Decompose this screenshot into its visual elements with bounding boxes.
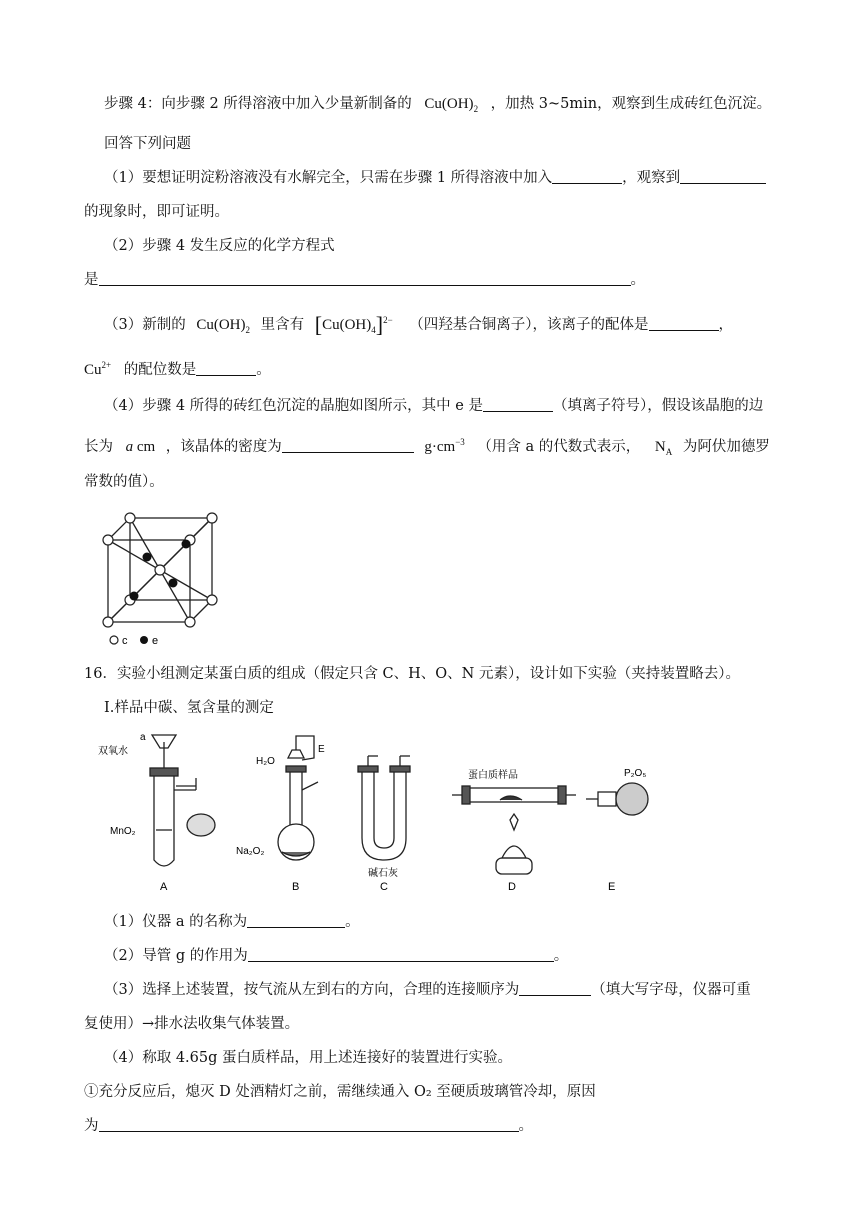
q4-text-f: 为阿伏加德罗 — [682, 439, 770, 455]
app-E-letter: E — [608, 881, 616, 893]
q3-text-d: ， — [718, 317, 733, 333]
app-A-mno2: MnO₂ — [110, 826, 136, 837]
q4-avogadro: $N_A$ — [654, 439, 673, 457]
q4-blank-2[interactable] — [282, 438, 414, 453]
legend-e-marker — [140, 636, 148, 644]
q3-text-a: （3）新制的 — [104, 317, 186, 333]
e-atom — [169, 579, 178, 588]
q3-cu-oh2: $Cu(OH)_2$ — [196, 317, 251, 335]
q4-text-a: （4）步骤 4 所得的砖红色沉淀的晶胞如图所示，其中 e 是 — [104, 398, 483, 414]
q4-text-b: （填离子符号），假设该晶胞的边 — [552, 398, 764, 414]
p3-line2: 复使用）→排水法收集气体装置。 — [84, 1016, 300, 1032]
q4-text-e: （用含 a 的代数式表示， — [477, 439, 641, 455]
crystal-cell-figure — [98, 508, 228, 648]
p4-line: （4）称取 4.65g 蛋白质样品，用上述连接好的装置进行实验。 — [104, 1050, 513, 1066]
legend-e-label: e — [152, 635, 159, 647]
c-atom — [207, 595, 217, 605]
app-E-label: P₂O₅ — [624, 768, 647, 779]
p1-text-b: 。 — [345, 914, 360, 930]
q1-blank-2[interactable] — [680, 169, 766, 184]
legend-c-label: c — [122, 635, 128, 647]
c-atom — [207, 513, 217, 523]
q4-text-c: 长为 — [84, 439, 113, 455]
q1-text-b: ，观察到 — [622, 170, 681, 186]
app-C-label: 碱石灰 — [368, 868, 398, 879]
q3-cu2plus: $Cu^{2+}$ — [84, 360, 112, 378]
p2-text-b: 。 — [553, 948, 569, 964]
e-atom — [182, 540, 191, 549]
q1-blank-1[interactable] — [552, 169, 622, 184]
app-B-letter: B — [292, 881, 300, 893]
p5-text-c: 。 — [518, 1118, 533, 1134]
p5-text-b: 为 — [84, 1118, 99, 1134]
p3-text-a: （3）选择上述装置，按气流从左到右的方向，合理的连接顺序为 — [104, 982, 520, 998]
app-A-letter: A — [160, 881, 168, 893]
q4-line3: 常数的值）。 — [84, 474, 164, 490]
app-D-letter: D — [508, 881, 516, 893]
q3-text-e: 的配位数是 — [123, 362, 197, 378]
q3-text-c: （四羟基合铜离子），该离子的配体是 — [409, 317, 649, 333]
q4-density-unit: $g\cdot cm^{-3}$ — [424, 437, 465, 455]
step4-line — [104, 94, 771, 119]
p5-line2 — [84, 1116, 533, 1136]
q1-text-a: （1）要想证明淀粉溶液没有水解完全，只需在步骤 1 所得溶液中加入 — [104, 170, 553, 186]
e-atom — [130, 592, 139, 601]
app-B-h2o: H₂O — [256, 756, 275, 767]
p2-blank[interactable] — [248, 947, 554, 962]
q4-edge-length: a cm — [125, 439, 156, 455]
c-atom — [103, 535, 113, 545]
q3-complex-ion: $[Cu(OH)_4]^{2-}$ — [314, 312, 393, 337]
q3-text-b: 里含有 — [260, 317, 305, 333]
answer-intro: 回答下列问题 — [104, 136, 191, 152]
app-B-na2o2: Na₂O₂ — [236, 846, 265, 857]
app-B-e: E — [318, 744, 325, 755]
q2-blank[interactable] — [99, 271, 631, 286]
q4-text-d: ，该晶体的密度为 — [165, 439, 282, 455]
p1-blank[interactable] — [247, 913, 345, 928]
q16-section1: I.样品中碳、氢含量的测定 — [104, 700, 274, 716]
p3-line1 — [104, 980, 751, 1000]
p5-line1: ①充分反应后，熄灭 D 处酒精灯之前，需继续通入 O₂ 至硬质玻璃管冷却，原因 — [84, 1084, 596, 1100]
q4-line1 — [104, 396, 763, 416]
app-A-a: a — [140, 732, 146, 743]
p3-text-b: （填大写字母，仪器可重 — [591, 982, 751, 998]
c-atom — [103, 617, 113, 627]
step4-suffix: ，加热 3~5min，观察到生成砖红色沉淀。 — [490, 96, 772, 112]
q3-blank-1[interactable] — [649, 316, 719, 331]
q2-line1: （2）步骤 4 发生反应的化学方程式 — [104, 238, 335, 254]
q1-line1 — [104, 168, 766, 188]
q2-text-b: 是 — [84, 272, 99, 288]
legend-c-marker — [110, 636, 118, 644]
q2-line2 — [84, 270, 645, 290]
q2-text-c: 。 — [630, 272, 645, 288]
app-A-h2o2: 双氧水 — [98, 746, 128, 757]
p1-text-a: （1）仪器 a 的名称为 — [104, 914, 248, 930]
q3-blank-2[interactable] — [196, 361, 256, 376]
q4-line2 — [84, 432, 770, 462]
c-atom — [125, 513, 135, 523]
apparatus-figure — [96, 730, 676, 896]
c-atom — [155, 565, 165, 575]
e-atom — [143, 553, 152, 562]
q3-line1 — [104, 310, 733, 340]
app-C-letter: C — [380, 881, 388, 893]
p2-text-a: （2）导管 g 的作用为 — [104, 948, 248, 964]
step4-prefix: 步骤 4：向步骤 2 所得溶液中加入少量新制备的 — [104, 96, 412, 112]
p3-blank[interactable] — [519, 981, 591, 996]
q3-text-f: 。 — [256, 362, 271, 378]
p2-line — [104, 946, 568, 966]
q1-line2: 的现象时，即可证明。 — [84, 204, 229, 220]
c-atom — [185, 617, 195, 627]
p1-line — [104, 912, 360, 932]
step4-reagent: $Cu(OH)_2$ — [424, 96, 479, 114]
q3-line2 — [84, 355, 271, 380]
q16-intro: 16．实验小组测定某蛋白质的组成（假定只含 C、H、O、N 元素），设计如下实验（夹持装置略去）。 — [84, 666, 740, 682]
q4-blank-1[interactable] — [483, 397, 553, 412]
p5-blank[interactable] — [99, 1117, 519, 1132]
app-D-label: 蛋白质样品 — [468, 770, 518, 781]
